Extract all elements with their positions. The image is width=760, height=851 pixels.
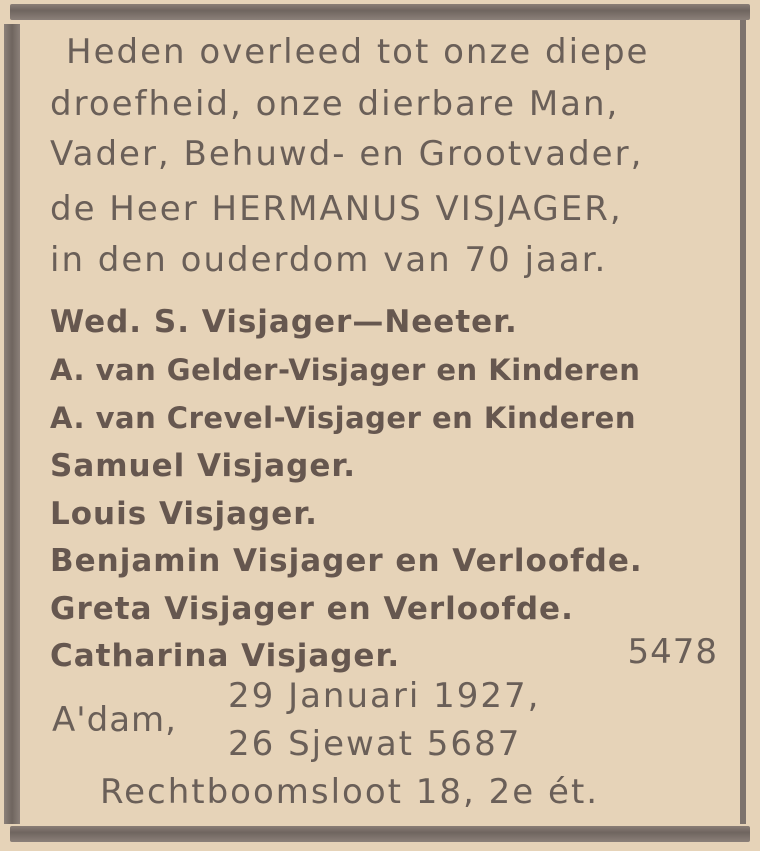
mourner-line-4: Samuel Visjager. [50, 448, 356, 484]
mourner-line-6: Benjamin Visjager en Verloofde. [50, 543, 643, 579]
top-border [10, 4, 750, 20]
mourner-line-7: Greta Visjager en Verloofde. [50, 591, 574, 627]
hebrew-date: 26 Sjewat 5687 [228, 724, 522, 764]
mourner-line-5: Louis Visjager. [50, 496, 318, 532]
announcement-line-4: de Heer HERMANUS VISJAGER, [50, 189, 623, 229]
gregorian-date: 29 Januari 1927, [228, 676, 541, 716]
ad-number: 5478 [627, 632, 718, 672]
mourner-line-8: Catharina Visjager. [50, 638, 401, 674]
announcement-line-2: droefheid, onze dierbare Man, [50, 84, 620, 124]
place-label: A'dam, [52, 700, 177, 740]
announcement-line-5: in den ouderdom van 70 jaar. [50, 240, 608, 280]
mourner-line-2: A. van Gelder-Visjager en Kinderen [50, 353, 641, 387]
left-border [4, 24, 20, 824]
announcement-line-3: Vader, Behuwd- en Grootvader, [50, 134, 644, 174]
right-border [740, 20, 746, 824]
mourner-line-3: A. van Crevel-Visjager en Kinderen [50, 401, 636, 435]
bottom-border [10, 826, 750, 842]
announcement-line-1: Heden overleed tot onze diepe [66, 32, 650, 72]
mourner-line-1: Wed. S. Visjager—Neeter. [50, 304, 518, 340]
address: Rechtboomsloot 18, 2e ét. [100, 772, 600, 812]
